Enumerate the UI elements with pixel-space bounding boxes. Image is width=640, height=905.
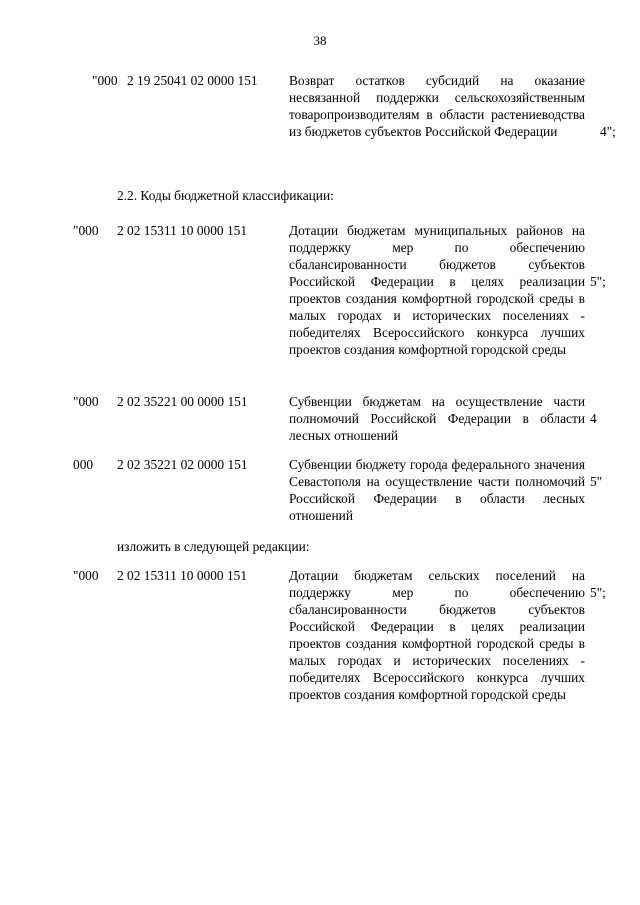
row-prefix: "000 — [92, 73, 118, 88]
row-code: 2 02 35221 02 0000 151 — [117, 457, 248, 472]
row-description: Дотации бюджетам муниципальных районов на поддержку мер по обеспечению сбалансированности бюджетов субъектов Российской Федерации в целях реализации проектов создания комфортной городской среды в малых городах и исторических поселениях - победителях Всероссийского конкурса лучших проектов создания комфортной городской среды — [289, 223, 585, 357]
row-description: Дотации бюджетам сельских поселений на поддержку мер по обеспечению сбалансированности бюджетов субъектов Российской Федерации в целях реализации проектов создания комфортной городской среды в малых городах и исторических поселениях - победителях Всероссийского конкурса лучших проектов создания комфортной городской среды — [289, 568, 585, 702]
row-description: Субвенции бюджетам на осуществление части полномочий Российской Федерации в области лесных отношений — [289, 394, 585, 443]
replace-phrase: изложить в следующей редакции: — [117, 539, 310, 554]
page-number: 38 — [313, 33, 327, 48]
row-code: 2 19 25041 02 0000 151 — [127, 73, 258, 88]
row-prefix: "000 — [73, 568, 99, 583]
row-code: 2 02 15311 10 0000 151 — [117, 568, 248, 583]
row-prefix: "000 — [73, 394, 99, 409]
row-suffix: 4"; — [600, 124, 616, 139]
row-description: Возврат остатков субсидий на оказание несвязанной поддержки сельскохозяйственным товаропроизводителям в области растениеводства из бюджетов субъектов Российской Федерации — [289, 73, 585, 139]
row-suffix: 4 — [590, 411, 597, 426]
row-prefix: 000 — [73, 457, 94, 472]
row-suffix: 5"; — [590, 274, 606, 289]
row-description: Субвенции бюджету города федерального значения Севастополя на осуществление части полномочий Российской Федерации в области лесных отношений — [289, 457, 585, 523]
row-suffix: 5" — [590, 474, 603, 489]
section-heading: 2.2. Коды бюджетной классификации: — [117, 188, 334, 203]
row-code: 2 02 35221 00 0000 151 — [117, 394, 248, 409]
row-prefix: "000 — [73, 223, 99, 238]
row-code: 2 02 15311 10 0000 151 — [117, 223, 248, 238]
row-suffix: 5"; — [590, 585, 606, 600]
